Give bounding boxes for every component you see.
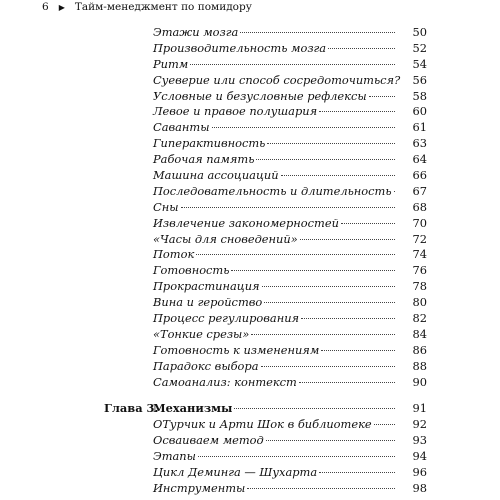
toc-entry[interactable] [0, 375, 500, 391]
table-of-contents [0, 25, 500, 497]
toc-entry[interactable] [0, 247, 500, 263]
toc-entry-title: Готовность к изменениям [153, 342, 320, 357]
toc-entry[interactable] [0, 279, 500, 295]
toc-entry-title: Сны [153, 199, 179, 214]
toc-chapter-row[interactable] [0, 401, 500, 417]
toc-entry-page: 72 [412, 231, 427, 246]
toc-entry-title: Вина и геройство [153, 295, 263, 310]
dot-leader [300, 239, 395, 240]
dot-leader [231, 270, 395, 271]
toc-entry-page: 63 [412, 136, 427, 151]
toc-entry-page: 92 [412, 417, 427, 432]
toc-entry-page: 88 [412, 358, 427, 373]
toc-entry[interactable] [0, 433, 500, 449]
toc-entry[interactable] [0, 41, 500, 57]
dot-leader [198, 456, 395, 457]
toc-entry-title: Парадокс выбора [153, 358, 259, 373]
book-title: Тайм-менеджмент по помидору [74, 0, 252, 13]
toc-entry-page: 60 [412, 104, 427, 119]
toc-entry-page: 61 [412, 120, 427, 135]
toc-entry-title: Осваиваем метод [153, 433, 264, 448]
toc-entry-page: 56 [412, 72, 427, 87]
dot-leader [394, 191, 395, 192]
toc-entry-page: 94 [412, 449, 427, 464]
dot-leader [261, 366, 396, 367]
toc-entry-page: 50 [412, 25, 427, 39]
toc-entry-page: 64 [412, 152, 427, 167]
toc-entry-title: Суеверие или способ сосредоточиться? [153, 72, 401, 87]
toc-entry[interactable] [0, 465, 500, 481]
toc-entry-title: Ритм [153, 56, 189, 71]
toc-entry-page: 76 [412, 263, 427, 278]
toc-entry-page: 84 [412, 326, 427, 341]
dot-leader [374, 424, 395, 425]
toc-entry-page: 93 [412, 433, 427, 448]
toc-entry[interactable] [0, 327, 500, 343]
toc-entry[interactable] [0, 200, 500, 216]
dot-leader [369, 96, 395, 97]
toc-entry-title: Инструменты [153, 480, 246, 495]
toc-entry-title: Машина ассоциаций [153, 168, 279, 183]
dot-leader [301, 318, 395, 319]
toc-entry-page: 70 [412, 215, 427, 230]
dot-leader [181, 207, 396, 208]
toc-entry-title: Производительность мозга [153, 40, 327, 55]
toc-entry-title: Прокрастинация [153, 279, 260, 294]
dot-leader [319, 472, 395, 473]
toc-entry-title: Саванты [153, 120, 210, 135]
toc-entry[interactable] [0, 311, 500, 327]
dot-leader [262, 286, 395, 287]
toc-entry-page: 78 [412, 279, 427, 294]
chapter-title: Механизмы [153, 401, 233, 416]
toc-entry-page: 66 [412, 168, 427, 183]
dot-leader [328, 48, 395, 49]
toc-entry-title: Последовательность и длительность [153, 183, 392, 198]
dot-leader [256, 159, 395, 160]
toc-entry[interactable] [0, 343, 500, 359]
triangle-right-icon: ▶ [58, 2, 65, 12]
toc-entry-title: Извлечение закономерностей [153, 215, 339, 230]
toc-entry-title: Готовность [153, 263, 230, 278]
toc-entry[interactable] [0, 417, 500, 433]
toc-entry-page: 54 [412, 56, 427, 71]
dot-leader [247, 488, 395, 489]
toc-entry-page: 52 [412, 40, 427, 55]
toc-entry-page: 86 [412, 342, 427, 357]
section-gap [0, 390, 500, 401]
toc-entry-title: «Тонкие срезы» [153, 326, 250, 341]
toc-entry-title: Условные и безусловные рефлексы [153, 88, 367, 103]
page-number: 6 [42, 0, 49, 13]
toc-entry-page: 74 [412, 247, 427, 262]
dot-leader [212, 127, 395, 128]
dot-leader [251, 334, 395, 335]
toc-entry[interactable] [0, 136, 500, 152]
dot-leader [264, 302, 395, 303]
toc-entry-page: 96 [412, 465, 427, 480]
toc-entry-page: 82 [412, 311, 427, 326]
toc-entry[interactable] [0, 89, 500, 105]
toc-entry[interactable] [0, 295, 500, 311]
dot-leader [321, 350, 395, 351]
toc-entry[interactable] [0, 73, 500, 89]
toc-entry[interactable] [0, 152, 500, 168]
toc-entry-title: Левое и правое полушария [153, 104, 318, 119]
toc-entry-page: 90 [412, 374, 427, 389]
toc-entry-page: 80 [412, 295, 427, 310]
dot-leader [196, 254, 395, 255]
toc-entry[interactable] [0, 168, 500, 184]
chapter-page: 91 [412, 401, 427, 416]
dot-leader [234, 408, 395, 409]
toc-entry-title: Гиперактивность [153, 136, 266, 151]
toc-entry[interactable] [0, 449, 500, 465]
toc-entry[interactable] [0, 359, 500, 375]
dot-leader [267, 143, 395, 144]
dot-leader [319, 111, 395, 112]
toc-entry-page: 68 [412, 199, 427, 214]
toc-entry[interactable] [0, 25, 500, 41]
toc-entry-title: «Часы для сноведений» [153, 231, 298, 246]
toc-entry-page: 67 [412, 183, 427, 198]
toc-entry-page: 98 [412, 480, 427, 495]
toc-entry[interactable] [0, 104, 500, 120]
toc-entry[interactable] [0, 481, 500, 497]
toc-entry[interactable] [0, 232, 500, 248]
toc-entry[interactable] [0, 57, 500, 73]
dot-leader [341, 223, 395, 224]
toc-entry-title: Этапы [153, 449, 196, 464]
running-header [42, 0, 252, 14]
toc-entry[interactable] [0, 184, 500, 200]
toc-section [0, 25, 500, 390]
toc-entry-title: Цикл Деминга — Шухарта [153, 465, 318, 480]
toc-entry-title: Рабочая память [153, 152, 255, 167]
dot-leader [190, 64, 395, 65]
toc-entry-title: Этажи мозга [153, 25, 239, 39]
toc-entry[interactable] [0, 120, 500, 136]
dot-leader [281, 175, 395, 176]
toc-entry[interactable] [0, 263, 500, 279]
toc-entry-page: 58 [412, 88, 427, 103]
toc-entry-title: Поток [153, 247, 195, 262]
toc-section [0, 417, 500, 496]
toc-entry-title: Процесс регулирования [153, 311, 300, 326]
toc-entry-title: Самоанализ: контекст [153, 374, 297, 389]
dot-leader [299, 382, 395, 383]
toc-entry-title: ОТурчик и Арти Шок в библиотеке [153, 417, 372, 432]
chapter-label: Глава 3. [104, 401, 159, 416]
dot-leader [240, 32, 395, 33]
dot-leader [266, 440, 395, 441]
toc-entry[interactable] [0, 216, 500, 232]
